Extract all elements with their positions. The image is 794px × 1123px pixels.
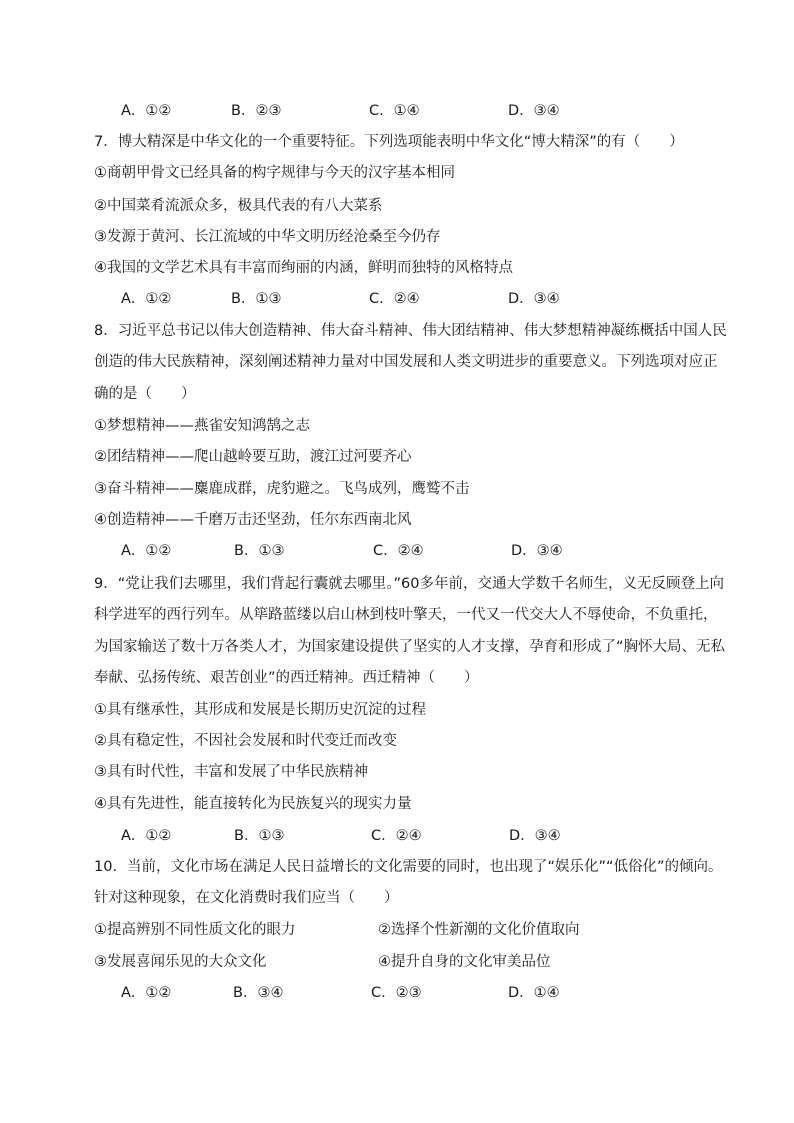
q6-option-b[interactable]: B．②③ <box>231 103 282 119</box>
q6-option-d[interactable]: D．③④ <box>508 103 560 119</box>
q7-option-d[interactable]: D．③④ <box>508 291 560 307</box>
q8-stem-line-3: 确的是（ ） <box>94 386 196 402</box>
q9-stem-line-1: 9．“党让我们去哪里，我们背起行囊就去哪里。”60多年前，交通大学数千名师生，义无反顾登上向 <box>94 576 724 592</box>
q8-stem-line-2: 创造的伟大民族精神，深刻阐述精神力量对中国发展和人类文明进步的重要意义。下列选项对应正 <box>94 354 718 370</box>
q8-item-3: ③奋斗精神——麋鹿成群，虎豹避之。飞鸟成列，鹰鹫不击 <box>94 481 470 497</box>
q8-option-d[interactable]: D．③④ <box>511 543 563 559</box>
q9-item-1: ①具有继承性，其形成和发展是长期历史沉淀的过程 <box>94 702 426 718</box>
q10-item-3: ③发展喜闻乐见的大众文化 <box>94 954 267 970</box>
q7-stem: 7．博大精深是中华文化的一个重要特征。下列选项能表明中华文化“博大精深”的有（ ） <box>94 134 684 150</box>
q7-option-b[interactable]: B．①③ <box>231 291 282 307</box>
q10-option-d[interactable]: D．①④ <box>508 985 560 1001</box>
q8-item-2: ②团结精神——爬山越岭要互助，渡江过河要齐心 <box>94 449 412 465</box>
q9-item-3: ③具有时代性，丰富和发展了中华民族精神 <box>94 764 368 780</box>
q10-item-4: ④提升自身的文化审美品位 <box>378 954 551 970</box>
q9-option-c[interactable]: C．②④ <box>371 828 422 844</box>
q9-stem-line-2: 科学进军的西行列车。从筚路蓝缕以启山林到枝叶擎天，一代又一代交大人不辱使命，不负重托， <box>94 607 718 623</box>
q8-item-1: ①梦想精神——燕雀安知鸿鹄之志 <box>94 418 310 434</box>
q8-option-c[interactable]: C．②④ <box>373 543 424 559</box>
q7-option-a[interactable]: A．①② <box>121 291 172 307</box>
q7-item-1: ①商朝甲骨文已经具备的构字规律与今天的汉字基本相同 <box>94 165 455 181</box>
q9-stem-line-3: 为国家输送了数十万各类人才，为国家建设提供了坚实的人才支撑，孕育和形成了“胸怀大局、无私 <box>94 639 726 655</box>
q10-option-a[interactable]: A．①② <box>121 985 172 1001</box>
q8-option-a[interactable]: A．①② <box>121 543 172 559</box>
q10-item-2: ②选择个性新潮的文化价值取向 <box>378 922 580 938</box>
q10-option-c[interactable]: C．②③ <box>371 985 422 1001</box>
q9-stem-line-4: 奉献、弘扬传统、艰苦创业”的西迁精神。西迁精神（ ） <box>94 670 479 686</box>
q7-item-3: ③发源于黄河、长江流域的中华文明历经沧桑至今仍存 <box>94 229 441 245</box>
q6-option-c[interactable]: C．①④ <box>369 103 420 119</box>
q7-item-2: ②中国菜肴流派众多，极具代表的有八大菜系 <box>94 198 383 214</box>
q9-option-a[interactable]: A．①② <box>121 828 172 844</box>
q10-option-b[interactable]: B．③④ <box>233 985 284 1001</box>
q8-option-b[interactable]: B．①③ <box>234 543 285 559</box>
q7-option-c[interactable]: C．②④ <box>369 291 420 307</box>
q8-item-4: ④创造精神——千磨万击还坚劲，任尔东西南北风 <box>94 512 412 528</box>
q10-item-1: ①提高辨别不同性质文化的眼力 <box>94 922 296 938</box>
q9-option-b[interactable]: B．①③ <box>234 828 285 844</box>
q9-option-d[interactable]: D．③④ <box>509 828 561 844</box>
q10-stem-line-2: 针对这种现象，在文化消费时我们应当（ ） <box>94 890 399 906</box>
q10-stem-line-1: 10．当前，文化市场在满足人民日益增长的文化需要的同时，也出现了“娱乐化”“低俗化”的倾向。 <box>94 859 723 875</box>
q9-item-2: ②具有稳定性，不因社会发展和时代变迁而改变 <box>94 733 397 749</box>
q8-stem-line-1: 8．习近平总书记以伟大创造精神、伟大奋斗精神、伟大团结精神、伟大梦想精神凝练概括中国人民 <box>94 323 727 339</box>
q6-option-a[interactable]: A．①② <box>121 103 172 119</box>
q9-item-4: ④具有先进性，能直接转化为民族复兴的现实力量 <box>94 796 412 812</box>
q7-item-4: ④我国的文学艺术具有丰富而绚丽的内涵，鲜明而独特的风格特点 <box>94 260 513 276</box>
